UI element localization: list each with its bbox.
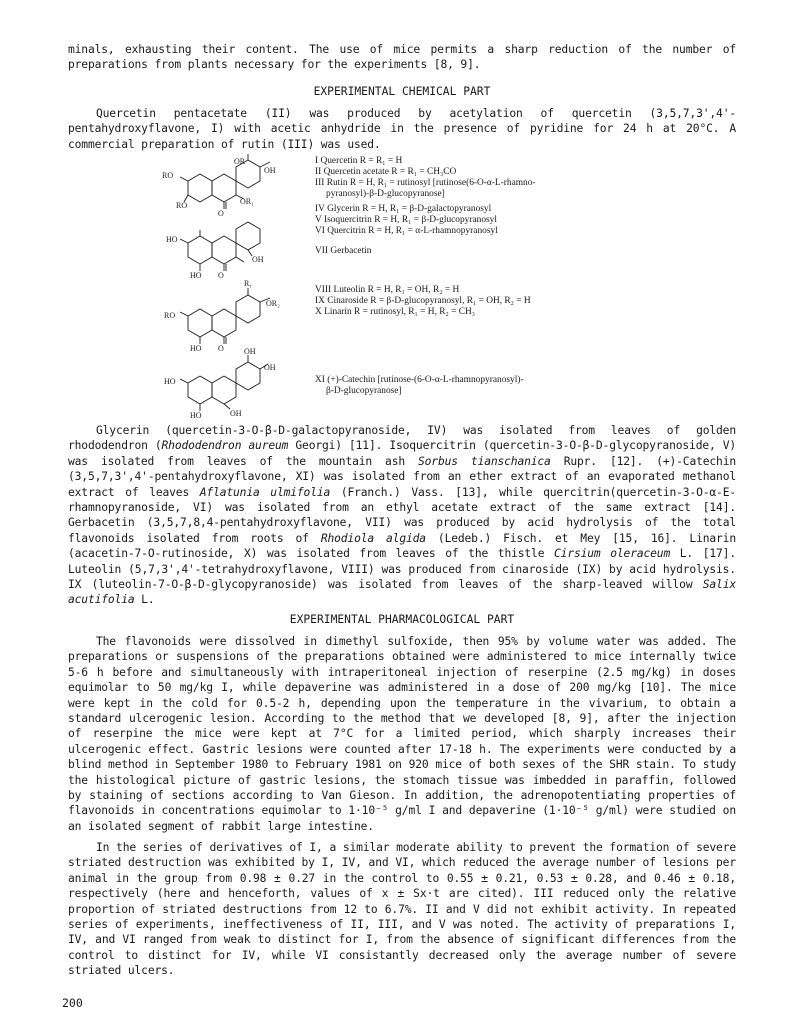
taxon-name: Salix acutifolia bbox=[68, 578, 736, 607]
label-or1: OR₁ bbox=[240, 197, 254, 206]
label-o-1: O bbox=[218, 209, 224, 218]
taxon-name: Aflatunia ulmifolia bbox=[199, 485, 331, 499]
legend-flavones bbox=[315, 285, 531, 318]
label-oh-1: OH bbox=[264, 166, 276, 175]
label-ho-4: HO bbox=[164, 377, 176, 386]
label-or-top: OR bbox=[234, 157, 246, 166]
legend-line: I Quercetin R = R₁ = H bbox=[315, 156, 403, 166]
legend-line: IV Glycerin R = H, R₁ = β-D-galactopyranosyl bbox=[315, 204, 492, 214]
legend-line: pyranosyl)-β-D-glucopyranose] bbox=[326, 189, 445, 199]
label-ho-5: HO bbox=[190, 411, 202, 419]
heading-chemical: EXPERIMENTAL CHEMICAL PART bbox=[313, 85, 491, 98]
label-oh-3: OH bbox=[244, 347, 256, 356]
text-run: L. bbox=[134, 593, 155, 607]
label-ho-2: HO bbox=[190, 271, 202, 280]
text-run: Rupr. [12]. (+)-Catechin (3,5,7,3',4'-pentahydroxyflavone, XI) was isolated from an ether extract of an evaporated methanol extract of leaves bbox=[68, 454, 737, 499]
paragraph-quercetin-pentacetate: Quercetin pentacetate (II) was produced by acetylation of quercetin (3,5,7,3',4'-pentahydroxyflavone, I) with acetic anhydride in the presence of pyridine for 24 h at 20°C. A commercial preparation of rutin (III) was used. bbox=[68, 107, 736, 151]
legend-line: III Rutin R = H, R₁ = rutinosyl [rutinose(6-O-α-L-rhamno- bbox=[315, 178, 536, 188]
paragraph-results: In the series of derivatives of I, a similar moderate ability to prevent the formation of severe striated destruction was exhibited by I, IV, and VI, which reduced the average number of lesions per animal in the group from 0.98 ± 0.27 in the control to 0.55 ± 0.21, 0.53 ± 0.28, and 0.46 ± 0.18, respectively (here and henceforth, values of x ± Sx·t are cited). III reduced only the relative proportion of striated destructions from 12 to 6.7%. II and V did not exhibit activity. In repeated series of experiments, ineffectiveness of II, III, and V was noted. The activity of preparations I, IV, and VI ranged from weak to distinct for I, from the absence of significant differences from the control to distinct for IV, while VI consistantly decreased only the average number of severe striated ulcers. bbox=[68, 841, 736, 978]
label-o-3: O bbox=[218, 344, 224, 353]
intro-paragraph: minals, exhausting their content. The use of mice permits a sharp reduction of the number of preparations from plants necessary for the experiments [8, 9]. bbox=[68, 43, 736, 72]
label-ro-1: RO bbox=[162, 171, 174, 180]
label-ho-1: HO bbox=[166, 235, 178, 244]
label-oh-4: OH bbox=[264, 363, 276, 372]
structure-figure bbox=[160, 154, 630, 419]
label-oh-5: OH bbox=[230, 409, 242, 418]
taxon-name: Cirsium oleraceum bbox=[554, 547, 671, 561]
legend-line: IX Cinaroside R = β-D-glucopyranosyl, R₁ = OH, R₂ = H bbox=[315, 296, 531, 306]
paragraph-isolation bbox=[68, 423, 736, 608]
paragraph-methods: The flavonoids were dissolved in dimethyl sulfoxide, then 95% by volume water was added. The preparations or suspensions of the preparations obtained were administered to mice internally twice 5-6 h before and simultaneously with intraperitoneal injection of reserpine (2.5 mg/kg) in doses equimolar to 50 mg/kg I, while depaverine was administered in a dose of 200 mg/kg [10]. The mice were kept in the cold for 0.5-2 h, depending upon the temperature in the vivarium, to obtain a standard ulcerogenic lesion. According to the method that we developed [8, 9], after the injection of reserpine the mice were kept at 7°C for a limited period, which sharply increases their ulcerogenic effect. Gastric lesions were counted after 17-18 h. The experiments were conducted by a blind method in September 1980 to February 1981 on 920 mice of both sexes of the SHR stain. To study the histological picture of gastric lesions, the stomach tissue was imbedded in paraffin, followed by staining of sections according to Van Gieson. In addition, the adrenopotentiating properties of flavonoids in concentrations equimolar to 1·10⁻⁵ g/ml I and depaverine (1·10⁻⁵ g/ml) were studied on an isolated segment of rabbit large intestine. bbox=[68, 635, 736, 833]
flavonoid-structures-drawing bbox=[160, 154, 310, 419]
legend-line: β-D-glucopyranose] bbox=[326, 386, 402, 396]
heading-pharmacological: EXPERIMENTAL PHARMACOLOGICAL PART bbox=[289, 613, 515, 626]
taxon-name: Sorbus tianschanica bbox=[418, 454, 551, 468]
legend-line: V Isoquercitrin R = H, R₁ = β-D-glucopyranosyl bbox=[315, 215, 497, 225]
legend-line: II Quercetin acetate R = R₁ = CH₃CO bbox=[315, 167, 457, 177]
text-run: Georgi) [11]. Isoquercitrin (quercetin-3-O-β-D-glycopyranoside, V) was isolated from leaves of the mountain ash bbox=[68, 439, 737, 468]
page-number: 200 bbox=[62, 996, 83, 1010]
label-oh-2: OH bbox=[252, 255, 264, 264]
legend-flavonols bbox=[315, 156, 536, 237]
taxon-name: Rhodiola algida bbox=[320, 531, 426, 545]
legend-line: VII Gerbacetin bbox=[315, 246, 372, 256]
label-ro-2: RO bbox=[176, 201, 188, 210]
legend-line: XI (+)-Catechin [rutinose-(6-O-α-L-rhamnopyranosyl)- bbox=[315, 375, 524, 385]
legend-line: VI Quercitrin R = H, R₁ = α-L-rhamnopyranosyl bbox=[315, 226, 498, 236]
legend-gerbacetin bbox=[315, 246, 371, 257]
text-run: (Ledeb.) Fisch. et Mey [15, 16]. Linarin (acacetin-7-O-rutinoside, X) was isolated from leaves of the thistle bbox=[68, 531, 736, 561]
label-or2: OR₂ bbox=[266, 299, 280, 308]
text-run: Glycerin (quercetin-3-O-β-D-galactopyranoside, IV) was isolated from leaves of golden rhododendron ( bbox=[68, 424, 736, 453]
legend-line: VIII Luteolin R = H, R₁ = OH, R₂ = H bbox=[315, 285, 460, 295]
taxon-name: Rhododendron aureum bbox=[161, 439, 289, 453]
text-run: L. [17]. Luteolin (5,7,3',4'-tetrahydroxyflavone, VIII) was produced from cinaroside (IX) by acid hydrolysis. IX (luteolin-7-O-β-D-glycopyranoside) was isolated from leaves of the sharp-leaved willow bbox=[68, 547, 736, 592]
legend-line: X Linarin R = rutinosyl, R₁ = H, R₂ = CH₃ bbox=[315, 307, 476, 317]
text-run: (Franch.) Vass. [13], while quercitrin(quercetin-3-O-α-E-rhamnopyranoside, VI) was isolated from an ethyl acetate extract of the same extract [14]. Gerbacetin (3,5,7,8,4-pentahydroxyflavone, VII) was produced by acid hydrolysis of the total flavonoids isolated from roots of bbox=[68, 485, 736, 545]
label-r1: R₁ bbox=[244, 279, 253, 288]
label-o-2: O bbox=[218, 271, 224, 280]
label-ro-3: RO bbox=[164, 311, 176, 320]
legend-catechin bbox=[315, 375, 524, 397]
label-ho-3: HO bbox=[190, 344, 202, 353]
